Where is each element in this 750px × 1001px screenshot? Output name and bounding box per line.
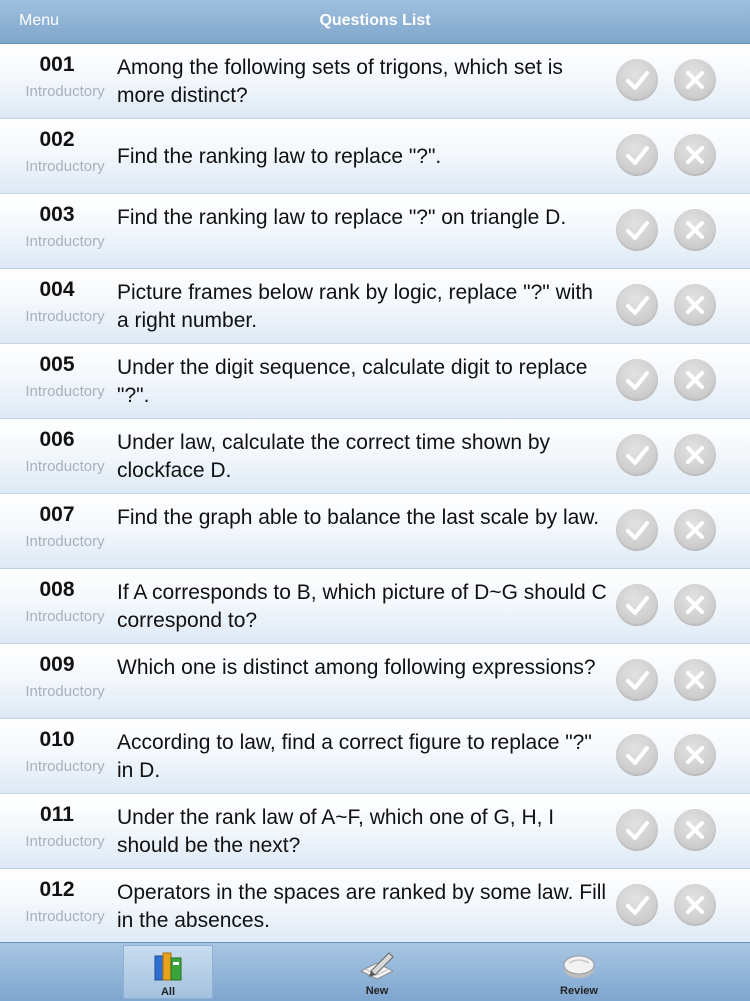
question-level: Introductory — [25, 608, 105, 625]
mark-correct-button[interactable] — [616, 734, 658, 776]
mark-wrong-button[interactable] — [674, 809, 716, 851]
close-icon — [674, 509, 716, 551]
question-row[interactable] — [0, 419, 750, 494]
mark-wrong-button[interactable] — [674, 284, 716, 326]
close-icon — [674, 884, 716, 926]
pill-icon — [559, 949, 599, 981]
tab-label: Review — [560, 985, 598, 997]
mark-correct-button[interactable] — [616, 809, 658, 851]
question-number: 011 — [40, 803, 74, 826]
check-icon — [616, 59, 658, 101]
question-number: 005 — [39, 353, 75, 376]
question-level: Introductory — [25, 758, 105, 775]
close-icon — [674, 284, 716, 326]
question-number: 003 — [39, 203, 75, 226]
question-row[interactable] — [0, 344, 750, 419]
mark-wrong-button[interactable] — [674, 134, 716, 176]
mark-wrong-button[interactable] — [674, 59, 716, 101]
check-icon — [616, 134, 658, 176]
books-icon — [149, 950, 189, 982]
navigation-bar — [0, 0, 750, 44]
question-level: Introductory — [25, 158, 105, 175]
check-icon — [616, 509, 658, 551]
question-number: 009 — [39, 653, 75, 676]
tab-new[interactable] — [332, 945, 422, 999]
mark-wrong-button[interactable] — [674, 584, 716, 626]
close-icon — [674, 809, 716, 851]
mark-wrong-button[interactable] — [674, 434, 716, 476]
question-level: Introductory — [25, 308, 105, 325]
check-icon — [616, 584, 658, 626]
question-text: Under law, calculate the correct time shown by clockface D. — [117, 431, 551, 482]
question-number: 004 — [39, 278, 75, 301]
tab-all[interactable] — [123, 945, 213, 999]
mark-correct-button[interactable] — [616, 584, 658, 626]
question-level: Introductory — [25, 833, 105, 850]
question-text: Picture frames below rank by logic, replace "?" with a right number. — [117, 281, 593, 332]
close-icon — [674, 434, 716, 476]
question-level: Introductory — [25, 683, 105, 700]
question-row[interactable] — [0, 719, 750, 794]
close-icon — [674, 359, 716, 401]
mark-correct-button[interactable] — [616, 59, 658, 101]
question-text: Among the following sets of trigons, which set is more distinct? — [117, 56, 563, 107]
question-number: 007 — [39, 503, 75, 526]
question-row[interactable] — [0, 44, 750, 119]
mark-correct-button[interactable] — [616, 209, 658, 251]
mark-correct-button[interactable] — [616, 659, 658, 701]
question-level: Introductory — [25, 533, 105, 550]
page-title: Questions List — [319, 12, 431, 29]
check-icon — [616, 359, 658, 401]
mark-wrong-button[interactable] — [674, 659, 716, 701]
question-level: Introductory — [25, 908, 105, 925]
mark-correct-button[interactable] — [616, 884, 658, 926]
question-number: 002 — [39, 128, 75, 151]
question-row[interactable] — [0, 494, 750, 569]
close-icon — [674, 209, 716, 251]
question-row[interactable] — [0, 194, 750, 269]
question-number: 008 — [39, 578, 75, 601]
question-row[interactable] — [0, 869, 750, 944]
question-number: 010 — [39, 728, 75, 751]
check-icon — [616, 284, 658, 326]
mark-correct-button[interactable] — [616, 434, 658, 476]
question-row[interactable] — [0, 644, 750, 719]
mark-wrong-button[interactable] — [674, 734, 716, 776]
question-text: Find the graph able to balance the last scale by law. — [117, 506, 600, 529]
check-icon — [616, 659, 658, 701]
close-icon — [674, 584, 716, 626]
tab-label: All — [160, 986, 176, 998]
question-row[interactable] — [0, 794, 750, 869]
tab-review[interactable] — [534, 945, 624, 999]
check-icon — [616, 884, 658, 926]
mark-wrong-button[interactable] — [674, 209, 716, 251]
question-text: Under the digit sequence, calculate digit to replace "?". — [117, 356, 588, 407]
close-icon — [674, 659, 716, 701]
check-icon — [616, 809, 658, 851]
question-row[interactable] — [0, 269, 750, 344]
mark-wrong-button[interactable] — [674, 884, 716, 926]
question-text: Find the ranking law to replace "?". — [117, 145, 442, 168]
mark-correct-button[interactable] — [616, 359, 658, 401]
close-icon — [674, 734, 716, 776]
question-text: According to law, find a correct figure to replace "?" in D. — [117, 731, 592, 782]
mark-correct-button[interactable] — [616, 284, 658, 326]
close-icon — [674, 134, 716, 176]
close-icon — [674, 59, 716, 101]
question-number: 012 — [39, 878, 75, 901]
question-text: Operators in the spaces are ranked by some law. Fill in the absences. — [117, 881, 607, 932]
pencil-paper-icon — [357, 949, 397, 981]
question-text: If A corresponds to B, which picture of D~G should C correspond to? — [117, 581, 607, 632]
question-row[interactable] — [0, 119, 750, 194]
question-number: 001 — [39, 53, 75, 76]
check-icon — [616, 734, 658, 776]
menu-button[interactable]: Menu — [19, 12, 60, 29]
mark-wrong-button[interactable] — [674, 509, 716, 551]
question-level: Introductory — [25, 383, 105, 400]
check-icon — [616, 209, 658, 251]
question-text: Under the rank law of A~F, which one of G, H, I should be the next? — [117, 806, 555, 857]
mark-correct-button[interactable] — [616, 509, 658, 551]
question-level: Introductory — [25, 458, 105, 475]
mark-wrong-button[interactable] — [674, 359, 716, 401]
question-number: 006 — [39, 428, 75, 451]
tab-label: New — [365, 985, 389, 997]
question-level: Introductory — [25, 83, 105, 100]
question-level: Introductory — [25, 233, 105, 250]
question-row[interactable] — [0, 569, 750, 644]
question-text: Find the ranking law to replace "?" on triangle D. — [117, 206, 567, 229]
tab-bar — [0, 942, 750, 1001]
check-icon — [616, 434, 658, 476]
questions-list — [0, 44, 750, 944]
question-text: Which one is distinct among following expressions? — [117, 656, 596, 679]
mark-correct-button[interactable] — [616, 134, 658, 176]
